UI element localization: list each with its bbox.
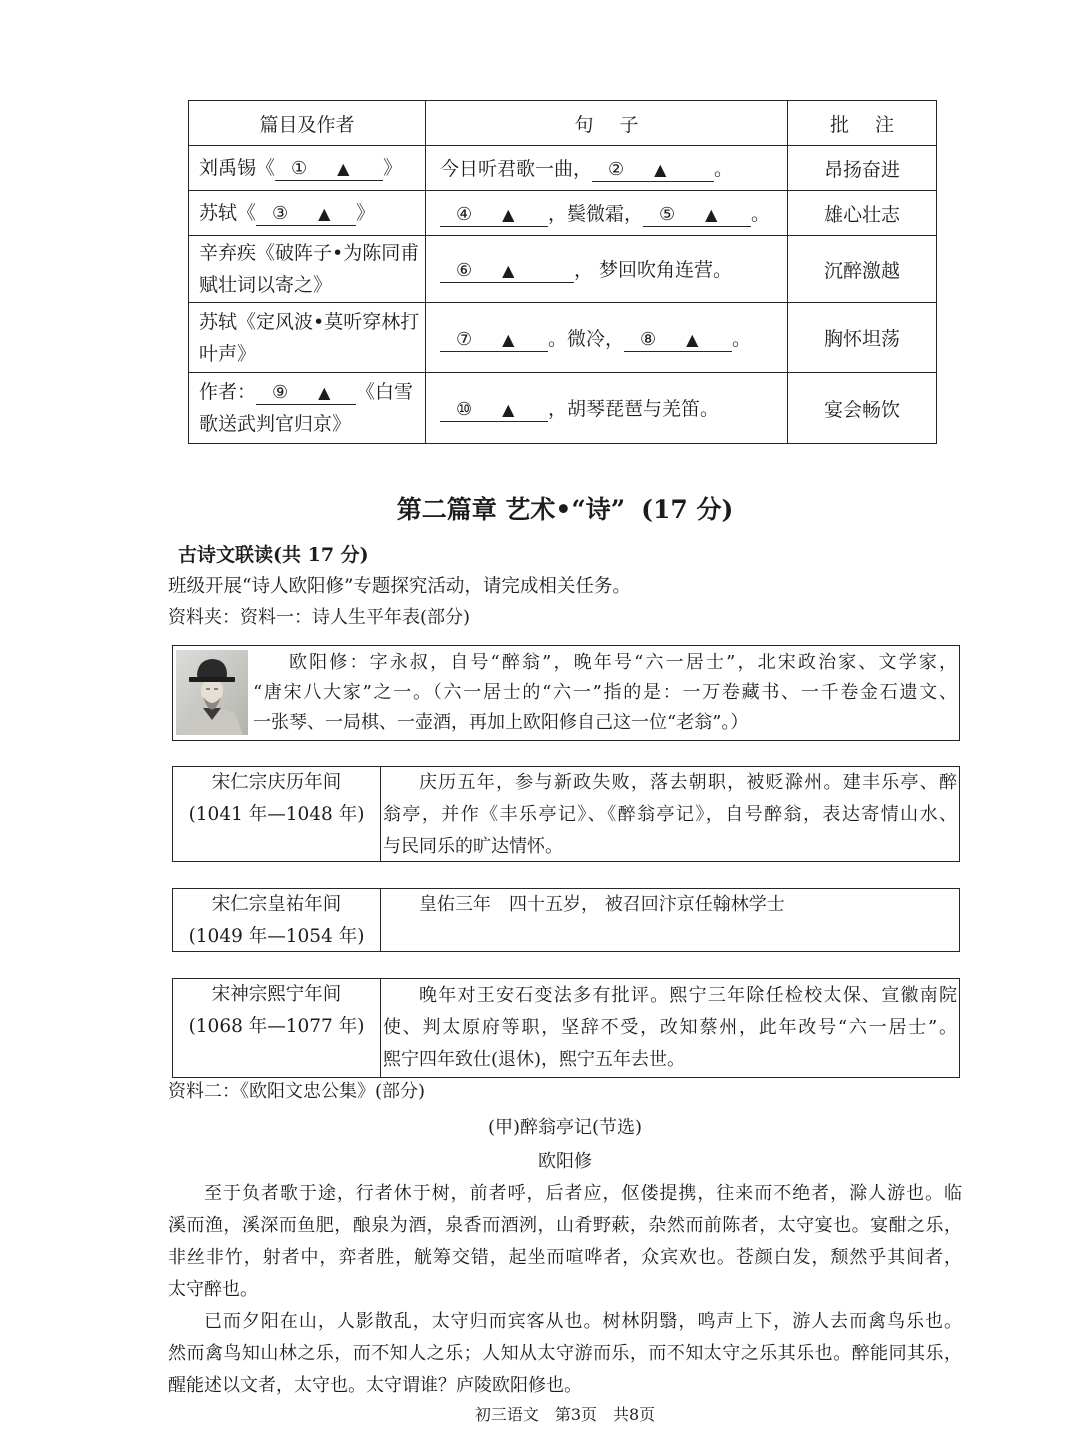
author-cell <box>189 303 426 373</box>
profile-line: 一张琴、一局棋、一壶酒，再加上欧阳修自己这一位“老翁”。） <box>253 712 749 733</box>
note-cell: 昂扬奋进 <box>788 146 937 191</box>
author-line <box>199 376 421 408</box>
answer-mark: ▲ <box>318 204 331 223</box>
author-text: 》 <box>356 202 376 224</box>
sentence-text: 。 <box>714 158 734 180</box>
table-row <box>189 303 937 373</box>
passage-line: 然而禽鸟知山林之乐，而不知人之乐；人知从太守游而乐，而不知太守之乐其乐也。醉能同其乐， <box>168 1343 962 1364</box>
answer-mark: ▲ <box>318 383 331 402</box>
answer-blank-6 <box>440 259 574 283</box>
passage-author: 欧阳修 <box>538 1151 592 1172</box>
detail-line: 与民同乐的旷达情怀。 <box>383 836 563 857</box>
passage-title: (甲)醉翁亭记(节选) <box>487 1117 643 1138</box>
answer-mark: ▲ <box>686 329 699 349</box>
sentence-text: 。 <box>732 327 752 350</box>
sentence-line <box>440 199 787 227</box>
sentence-cell <box>426 191 788 236</box>
detail-line: 皇佑三年 四十五岁， 被召回汴京任翰林学士 <box>419 894 785 915</box>
profile-box <box>172 645 960 741</box>
task-heading: 古诗文联读(共 17 分) <box>178 544 369 566</box>
answer-mark: ▲ <box>337 159 350 178</box>
author-cell <box>189 236 426 303</box>
table-row <box>189 191 937 236</box>
portrait-image <box>176 650 248 735</box>
passage-line: 已而夕阳在山，人影散乱，太守归而宾客从也。树林阴翳，鸣声上下，游人去而禽鸟乐也。 <box>204 1311 962 1332</box>
detail-line: 晚年对王安石变法多有批评。熙宁三年除任检校太保、宣徽南院 <box>419 985 957 1006</box>
profile-line: “唐宋八大家”之一。（六一居士的“六一”指的是：一万卷藏书、一千卷金石遗文、 <box>253 682 957 703</box>
timeline-detail <box>381 767 959 861</box>
section-score: (17 分) <box>641 495 734 524</box>
blank-number: ④ <box>456 204 473 225</box>
period-years: (1041 年—1048 年) <box>188 804 365 825</box>
answer-mark: ▲ <box>502 205 515 224</box>
note-cell: 胸怀坦荡 <box>788 303 937 373</box>
sentence-line <box>440 394 787 422</box>
detail-line: 庆历五年，参与新政失败，落去朝职，被贬滁州。建丰乐亭、醉 <box>419 772 957 793</box>
answer-mark: ▲ <box>654 160 667 179</box>
answer-mark: ▲ <box>502 400 515 419</box>
author-cell <box>189 373 426 444</box>
answer-blank-2 <box>592 158 714 182</box>
author-line <box>199 152 421 184</box>
answer-mark: ▲ <box>705 205 718 224</box>
section-title: 第二篇章 艺术•“诗” <box>396 495 626 524</box>
blank-number: ⑥ <box>456 260 473 281</box>
sentence-line <box>440 154 787 182</box>
answer-blank-7 <box>440 328 548 352</box>
passage-paragraph <box>168 1306 962 1402</box>
author-line: 赋壮词以寄之》 <box>199 274 333 296</box>
detail-line: 使、判太原府等职，坚辞不受，改知蔡州，此年改号“六一居士”。 <box>383 1017 957 1038</box>
author-text: 作者： <box>199 381 257 403</box>
passage-paragraph <box>168 1178 962 1306</box>
profile-line: 欧阳修：字永叔，自号“醉翁”，晚年号“六一居士”，北宋政治家、文学家， <box>289 652 957 673</box>
timeline-entry <box>172 888 960 952</box>
answer-mark: ▲ <box>502 329 515 349</box>
author-line: 辛弃疾《破阵子•为陈同甫 <box>199 242 420 264</box>
sentence-cell <box>426 146 788 191</box>
author-line: 苏轼《定风波•莫听穿林打 <box>199 310 420 333</box>
detail-line: 翁亭，并作《丰乐亭记》、《醉翁亭记》，自号醉翁，表达寄情山水、 <box>383 804 957 825</box>
sentence-cell <box>426 236 788 303</box>
passage-line: 醒能述以文者，太守也。太守谓谁？庐陵欧阳修也。 <box>168 1375 582 1396</box>
section-heading <box>168 494 962 526</box>
table-header-row <box>189 101 937 146</box>
sentence-cell <box>426 373 788 444</box>
passage-line: 非丝非竹，射者中，弈者胜，觥筹交错，起坐而喧哗者，众宾欢也。苍颜白发，颓然乎其间者， <box>168 1247 962 1268</box>
author-cell <box>189 191 426 236</box>
table-row <box>189 146 937 191</box>
page-footer: 初三语文 第3页 共8页 <box>474 1405 656 1424</box>
blank-number: ⑩ <box>456 399 473 420</box>
note-cell: 雄心壮志 <box>788 191 937 236</box>
blank-number: ⑤ <box>659 204 676 225</box>
timeline-detail <box>381 979 959 1077</box>
sentence-text: ，鬓微霜， <box>548 203 644 225</box>
poem-table <box>188 100 937 444</box>
passage-line: 太守醉也。 <box>168 1279 258 1300</box>
blank-number: ⑧ <box>640 328 657 350</box>
material2-label: 资料二：《欧阳文忠公集》(部分) <box>168 1081 426 1102</box>
table-row <box>189 373 937 444</box>
answer-blank-9 <box>256 381 356 405</box>
sentence-line <box>440 324 787 352</box>
sentence-text: 。 <box>751 203 771 225</box>
sentence-cell <box>426 303 788 373</box>
timeline-entry <box>172 978 960 1078</box>
author-line: 叶声》 <box>199 342 257 365</box>
answer-mark: ▲ <box>502 261 515 280</box>
task-instruction: 班级开展“诗人欧阳修”专题探究活动，请完成相关任务。 <box>168 576 631 597</box>
period-years: (1068 年—1077 年) <box>188 1016 365 1037</box>
blank-number: ② <box>608 159 625 180</box>
answer-blank-10 <box>440 398 548 422</box>
passage-line: 溪而渔，溪深而鱼肥，酿泉为酒，泉香而酒洌，山肴野蔌，杂然而前陈者，太守宴也。宴酣之乐， <box>168 1215 962 1236</box>
blank-number: ⑨ <box>272 382 289 403</box>
author-text: 苏轼《 <box>199 202 257 224</box>
blank-number: ③ <box>272 203 289 224</box>
sentence-text: ，胡琴琵琶与羌笛。 <box>548 398 720 420</box>
answer-blank-3 <box>256 202 356 226</box>
period-years: (1049 年—1054 年) <box>188 926 365 947</box>
sentence-text: ， 梦回吹角连营。 <box>574 259 733 281</box>
answer-blank-8 <box>624 328 732 352</box>
note-cell: 宴会畅饮 <box>788 373 937 444</box>
author-line <box>199 197 421 229</box>
portrait-drawing <box>176 650 248 735</box>
header-sentence: 句 子 <box>426 101 788 146</box>
period-name: 宋仁宗庆历年间 <box>211 772 342 793</box>
profile-text <box>253 648 957 738</box>
blank-number: ⑦ <box>456 328 473 350</box>
passage-line: 至于负者歌于途，行者休于树，前者呼，后者应，伛偻提携，往来而不绝者，滁人游也。临 <box>204 1183 962 1204</box>
timeline-entry <box>172 766 960 862</box>
timeline-period <box>173 979 381 1077</box>
table-row <box>189 236 937 303</box>
sentence-line <box>440 255 787 283</box>
sentence-text: 今日听君歌一曲， <box>440 158 593 180</box>
sentence-text: 。微冷， <box>548 327 625 350</box>
header-work: 篇目及作者 <box>189 101 426 146</box>
author-text: 》 <box>383 157 403 179</box>
answer-blank-5 <box>643 203 751 227</box>
answer-blank-1 <box>275 157 383 181</box>
answer-blank-4 <box>440 203 548 227</box>
period-name: 宋仁宗皇祐年间 <box>211 894 342 915</box>
passage-body <box>168 1178 962 1402</box>
author-text: 《白雪 <box>356 381 414 403</box>
timeline-detail <box>381 889 959 951</box>
author-text: 刘禹锡《 <box>199 157 276 179</box>
folder-label: 资料夹：资料一：诗人生平年表(部分) <box>168 607 471 628</box>
detail-line: 熙宁四年致仕(退休)，熙宁五年去世。 <box>383 1049 686 1070</box>
timeline-period <box>173 889 381 951</box>
author-line: 歌送武判官归京》 <box>199 413 352 435</box>
period-name: 宋神宗熙宁年间 <box>211 984 342 1005</box>
header-note: 批 注 <box>788 101 937 146</box>
timeline-period <box>173 767 381 861</box>
blank-number: ① <box>291 158 308 179</box>
author-cell <box>189 146 426 191</box>
note-cell: 沉醉激越 <box>788 236 937 303</box>
